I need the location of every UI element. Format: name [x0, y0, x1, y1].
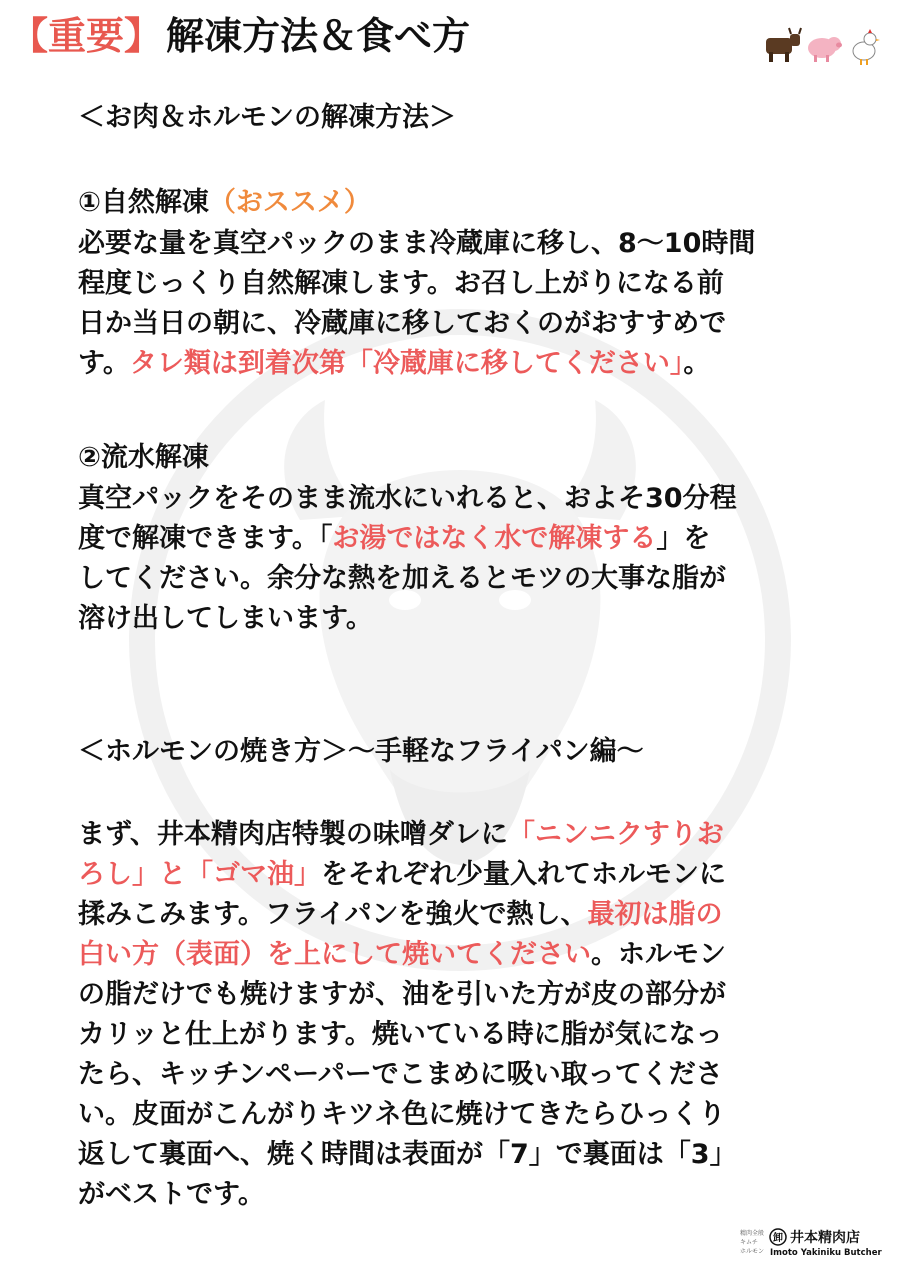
- recommend-label: （おススメ）: [208, 187, 371, 218]
- grill-text-c: 。ホルモン の脂だけでも焼けますが、油を引いた方が皮の部分が カリッと仕上がります。焼いている時に脂が気になっ たら、キッチンペーパーでこまめに吸い取ってくださ い。皮面がこんがりキツネ色に焼けてきたらひっくり 返して裏面へ、焼く時間は表面が「7」で裏面は「3」 がベストです。: [78, 939, 737, 1210]
- logo-english: Imoto Yakiniku Butcher: [770, 1248, 882, 1258]
- grill-text-highlight-1: 「ニンニクすりお ろし」と「ゴマ油」: [78, 819, 724, 890]
- title-main-text: 解凍方法＆食べ方: [166, 14, 471, 58]
- grill-text-a: まず、井本精肉店特製の味噌ダレに: [78, 819, 508, 850]
- grill-text: [78, 815, 838, 1215]
- grill-section-heading: ＜ホルモンの焼き方＞〜手軽なフライパン編〜: [78, 736, 644, 767]
- page-title: [10, 8, 470, 64]
- method2-text-a: 真空パックをそのまま流水にいれると、およそ30分程 度で解凍できます。「: [78, 483, 737, 554]
- title-open-bracket: 【: [10, 14, 49, 58]
- chicken-icon: [853, 29, 880, 65]
- method1-text-a: 必要な量を真空パックのまま冷蔵庫に移し、8〜10時間 程度じっくり自然解凍します。お召し上がりになる前 日か当日の朝に、冷蔵庫に移しておくのがおすすめで す。: [78, 228, 756, 379]
- method2-heading: ②流水解凍: [78, 442, 209, 473]
- animal-icons: [762, 24, 882, 68]
- logo-name: 井本精肉店: [790, 1230, 860, 1246]
- title-close-bracket: 】: [124, 14, 163, 58]
- thaw-section-heading: ＜お肉＆ホルモンの解凍方法＞: [78, 102, 456, 133]
- title-important: 重要: [48, 14, 125, 58]
- method1-text-highlight: タレ類は到着次第「冷蔵庫に移してください」: [129, 348, 684, 379]
- method1-text-b: 。: [683, 348, 711, 379]
- logo-small-3: ホルモン: [740, 1248, 765, 1255]
- method1-heading: ①自然解凍: [78, 187, 209, 218]
- cow-icon: [766, 28, 801, 62]
- logo-small-1: 精肉全般: [740, 1230, 765, 1237]
- method1-heading-row: [78, 183, 838, 223]
- shop-logo: [738, 1225, 888, 1259]
- method2-text-highlight: お湯ではなく水で解凍する: [332, 523, 657, 554]
- logo-small-2: キムチ: [740, 1239, 758, 1246]
- grill-text-b: をそれぞれ少量入れてホルモンに 揉みこみます。フライパンを強火で熱し、: [78, 859, 726, 930]
- method1-text: [78, 224, 838, 384]
- grill-text-highlight-2: 最初は脂の 白い方（表面）を上にして焼いてください: [78, 899, 723, 970]
- method2-text-b: 」を してください。余分な熱を加えるとモツの大事な脂が 溶け出してしまいます。: [78, 523, 726, 634]
- method2-text: [78, 479, 838, 639]
- pig-icon: [808, 37, 842, 62]
- logo-seal: 卸: [773, 1233, 783, 1244]
